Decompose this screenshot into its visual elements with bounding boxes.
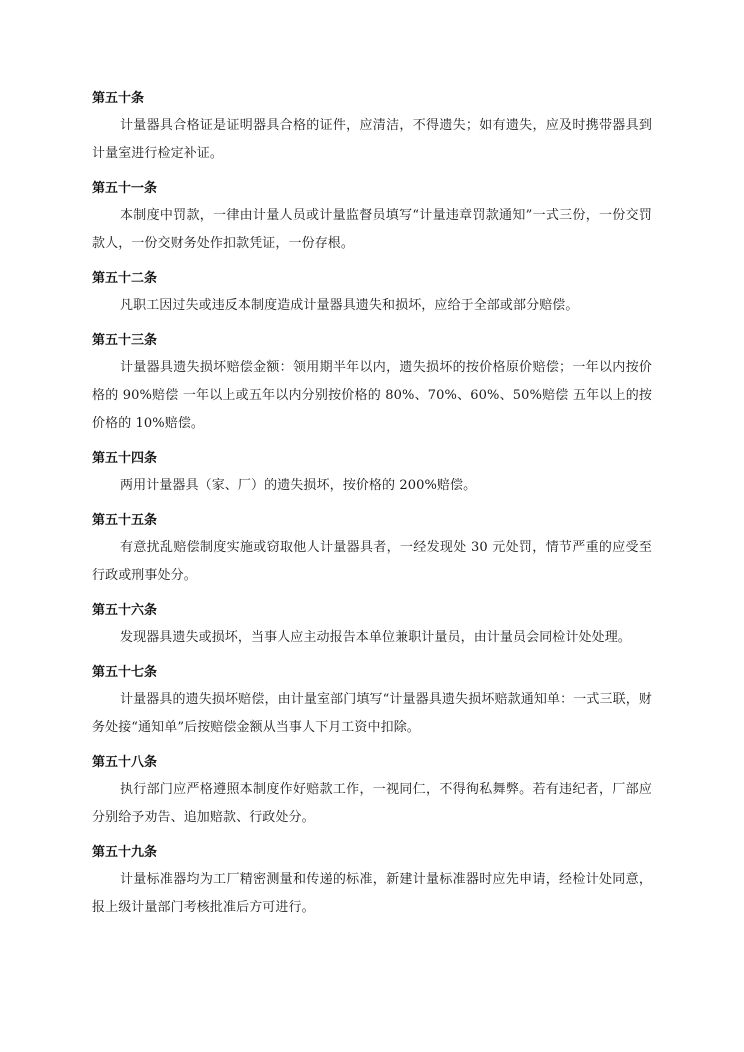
article-55: [92, 508, 652, 590]
article-heading: 第五十六条: [92, 603, 158, 618]
article-body: 发现器具遗失或损坏，当事人应主动报告本单位兼职计量员，由计量员会同检计处处理。: [120, 630, 631, 645]
article-body: 计量器具遗失损坏赔偿金额：领用期半年以内，遗失损坏的按价格原价赔偿；一年以内按价格的 90%赔偿 一年以上或五年以内分别按价格的 80%、70%、60%、50%赔偿 五年以上的按价格的 10%赔偿。: [92, 360, 652, 431]
article-body: 两用计量器具（家、厂）的遗失损坏，按价格的 200%赔偿。: [120, 478, 477, 493]
article-body: 凡职工因过失或违反本制度造成计量器具遗失和损坏，应给于全部或部分赔偿。: [120, 298, 579, 313]
article-body: 本制度中罚款，一律由计量人员或计量监督员填写“计量违章罚款通知”一式三份，一份交罚款人，一份交财务处作扣款凭证，一份存根。: [92, 208, 652, 251]
article-heading: 第五十九条: [92, 845, 158, 860]
article-heading: 第五十三条: [92, 333, 158, 348]
article-body: 计量器具的遗失损坏赔偿，由计量室部门填写“计量器具遗失损坏赔款通知单：一式三联，财务处接“通知单”后按赔偿金额从当事人下月工资中扣除。: [92, 692, 652, 735]
article-50: [92, 86, 652, 168]
article-heading: 第五十七条: [92, 665, 158, 680]
article-heading: 第五十条: [92, 91, 145, 106]
article-51: [92, 176, 652, 258]
article-heading: 第五十五条: [92, 513, 158, 528]
article-body: 计量器具合格证是证明器具合格的证件，应清洁，不得遗失；如有遗失，应及时携带器具到计量室进行检定补证。: [92, 118, 652, 161]
article-body: 执行部门应严格遵照本制度作好赔款工作，一视同仁，不得徇私舞弊。若有违纪者，厂部应分别给予劝告、追加赔款、行政处分。: [92, 782, 652, 825]
article-57: [92, 660, 652, 742]
article-56: [92, 598, 652, 652]
article-body: 有意扰乱赔偿制度实施或窃取他人计量器具者，一经发现处 30 元处罚，情节严重的应受至行政或刑事处分。: [92, 540, 652, 583]
article-body: 计量标准器均为工厂精密测量和传递的标准，新建计量标准器时应先申请，经检计处同意，报上级计量部门考核批准后方可进行。: [92, 872, 652, 915]
article-heading: 第五十二条: [92, 271, 158, 286]
article-52: [92, 266, 652, 320]
article-heading: 第五十四条: [92, 451, 158, 466]
article-59: [92, 840, 652, 922]
article-heading: 第五十一条: [92, 181, 158, 196]
article-54: [92, 446, 652, 500]
article-58: [92, 750, 652, 832]
article-heading: 第五十八条: [92, 755, 158, 770]
article-53: [92, 328, 652, 438]
